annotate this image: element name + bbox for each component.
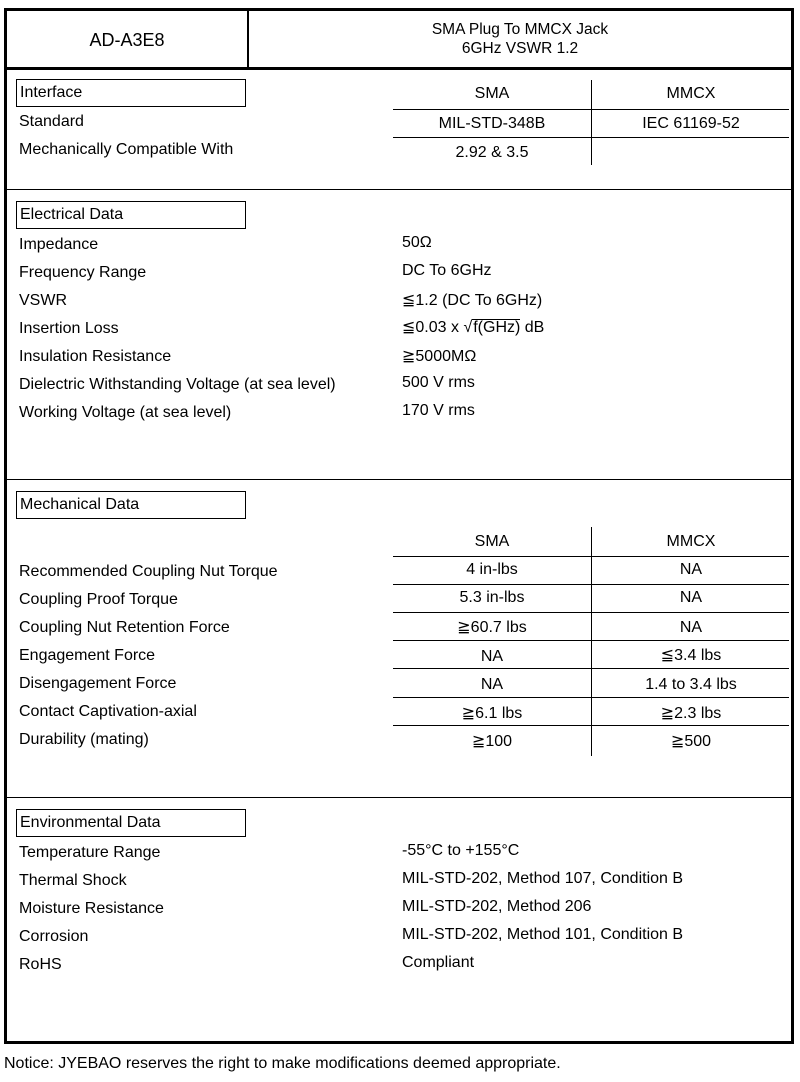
electrical-row-value: ≧5000MΩ — [402, 348, 477, 365]
section-divider — [7, 479, 791, 480]
mechanical-row-sma-value: 4 in-lbs — [466, 561, 518, 578]
section-divider — [7, 189, 791, 190]
environmental-row-value: MIL-STD-202, Method 107, Condition B — [402, 870, 684, 887]
electrical-row-label: Frequency Range — [19, 264, 147, 281]
interface-column-divider — [591, 80, 592, 165]
interface-col-header-sma: SMA — [474, 85, 510, 102]
mechanical-col-header-mmcx: MMCX — [666, 533, 716, 550]
environmental-row-label: Corrosion — [19, 928, 89, 945]
environmental-row-value: MIL-STD-202, Method 206 — [402, 898, 592, 915]
interface-col-header-mmcx: MMCX — [666, 85, 716, 102]
interface-row-sma-value: MIL-STD-348B — [438, 115, 546, 132]
mechanical-header-rule — [393, 556, 789, 557]
environmental-row-value: -55°C to +155°C — [402, 842, 520, 859]
header-divider — [7, 67, 791, 70]
mechanical-row-rule — [393, 725, 789, 726]
mechanical-row-label: Coupling Nut Retention Force — [19, 619, 230, 636]
mechanical-row-label: Disengagement Force — [19, 675, 177, 692]
mechanical-row-label: Engagement Force — [19, 647, 156, 664]
interface-row-rule — [393, 137, 789, 138]
section-label-electrical: Electrical Data — [16, 201, 246, 229]
product-title-line2: 6GHz VSWR 1.2 — [461, 40, 579, 57]
mechanical-col-header-sma: SMA — [474, 533, 510, 550]
section-label-mechanical: Mechanical Data — [16, 491, 246, 519]
electrical-row-value: 500 V rms — [402, 374, 475, 391]
electrical-row-label: Working Voltage (at sea level) — [19, 404, 232, 421]
mechanical-row-label: Coupling Proof Torque — [19, 591, 178, 608]
interface-row-label: Mechanically Compatible With — [19, 141, 234, 158]
mechanical-row-label: Durability (mating) — [19, 731, 149, 748]
electrical-row-value: ≦1.2 (DC To 6GHz) — [402, 292, 543, 309]
mechanical-row-mmcx-value: ≧500 — [670, 733, 712, 750]
interface-header-rule — [393, 109, 789, 110]
insertion-loss-suffix: dB — [520, 319, 545, 336]
mechanical-row-sma-value: ≧6.1 lbs — [461, 705, 523, 722]
mechanical-row-rule — [393, 612, 789, 613]
interface-row-label: Standard — [19, 113, 84, 130]
electrical-row-label: Insulation Resistance — [19, 348, 172, 365]
mechanical-column-divider — [591, 527, 592, 756]
electrical-row-label: Dielectric Withstanding Voltage (at sea level) — [19, 376, 336, 393]
part-number — [7, 11, 249, 69]
environmental-row-label: Thermal Shock — [19, 872, 127, 889]
mechanical-row-mmcx-value: NA — [679, 619, 703, 636]
electrical-row-value: 170 V rms — [402, 402, 475, 419]
mechanical-row-sma-value: NA — [480, 676, 504, 693]
environmental-row-label: RoHS — [19, 956, 62, 973]
electrical-row-label: Insertion Loss — [19, 320, 119, 337]
electrical-row-value: 50Ω — [402, 234, 432, 251]
mechanical-row-sma-value: ≧100 — [471, 733, 513, 750]
electrical-row-label: VSWR — [19, 292, 67, 309]
insertion-loss-prefix: ≦0.03 x — [402, 319, 464, 336]
mechanical-row-rule — [393, 697, 789, 698]
mechanical-row-sma-value: ≧60.7 lbs — [457, 619, 527, 636]
mechanical-row-sma-value: NA — [480, 648, 504, 665]
electrical-row-label: Impedance — [19, 236, 99, 253]
product-title — [249, 11, 791, 69]
mechanical-row-rule — [393, 640, 789, 641]
electrical-row-value — [402, 317, 544, 337]
part-number-text: AD-A3E8 — [89, 29, 165, 50]
section-divider — [7, 797, 791, 798]
section-label-interface: Interface — [16, 79, 246, 107]
mechanical-row-sma-value: 5.3 in-lbs — [459, 589, 525, 606]
mechanical-row-mmcx-value: ≧2.3 lbs — [660, 705, 722, 722]
electrical-row-value: DC To 6GHz — [402, 262, 492, 279]
notice-text: Notice: JYEBAO reserves the right to make modifications deemed appropriate. — [4, 1055, 561, 1072]
mechanical-row-rule — [393, 584, 789, 585]
square-root-sign: √ — [463, 319, 473, 336]
datasheet — [4, 8, 794, 1044]
interface-row-sma-value: 2.92 & 3.5 — [455, 144, 529, 161]
section-label-environmental: Environmental Data — [16, 809, 246, 837]
interface-row-mmcx-value: IEC 61169-52 — [642, 115, 740, 132]
insertion-loss-radicand: f(GHz) — [473, 319, 521, 336]
mechanical-row-mmcx-value: ≦3.4 lbs — [660, 647, 722, 664]
environmental-row-value: Compliant — [402, 954, 475, 971]
mechanical-row-mmcx-value: NA — [679, 589, 703, 606]
environmental-row-label: Moisture Resistance — [19, 900, 164, 917]
product-title-line1: SMA Plug To MMCX Jack — [431, 21, 609, 38]
mechanical-row-mmcx-value: 1.4 to 3.4 lbs — [645, 676, 737, 693]
mechanical-row-rule — [393, 668, 789, 669]
environmental-row-value: MIL-STD-202, Method 101, Condition B — [402, 926, 684, 943]
environmental-row-label: Temperature Range — [19, 844, 161, 861]
mechanical-row-label: Contact Captivation-axial — [19, 703, 197, 720]
mechanical-row-mmcx-value: NA — [679, 561, 703, 578]
mechanical-row-label: Recommended Coupling Nut Torque — [19, 563, 278, 580]
